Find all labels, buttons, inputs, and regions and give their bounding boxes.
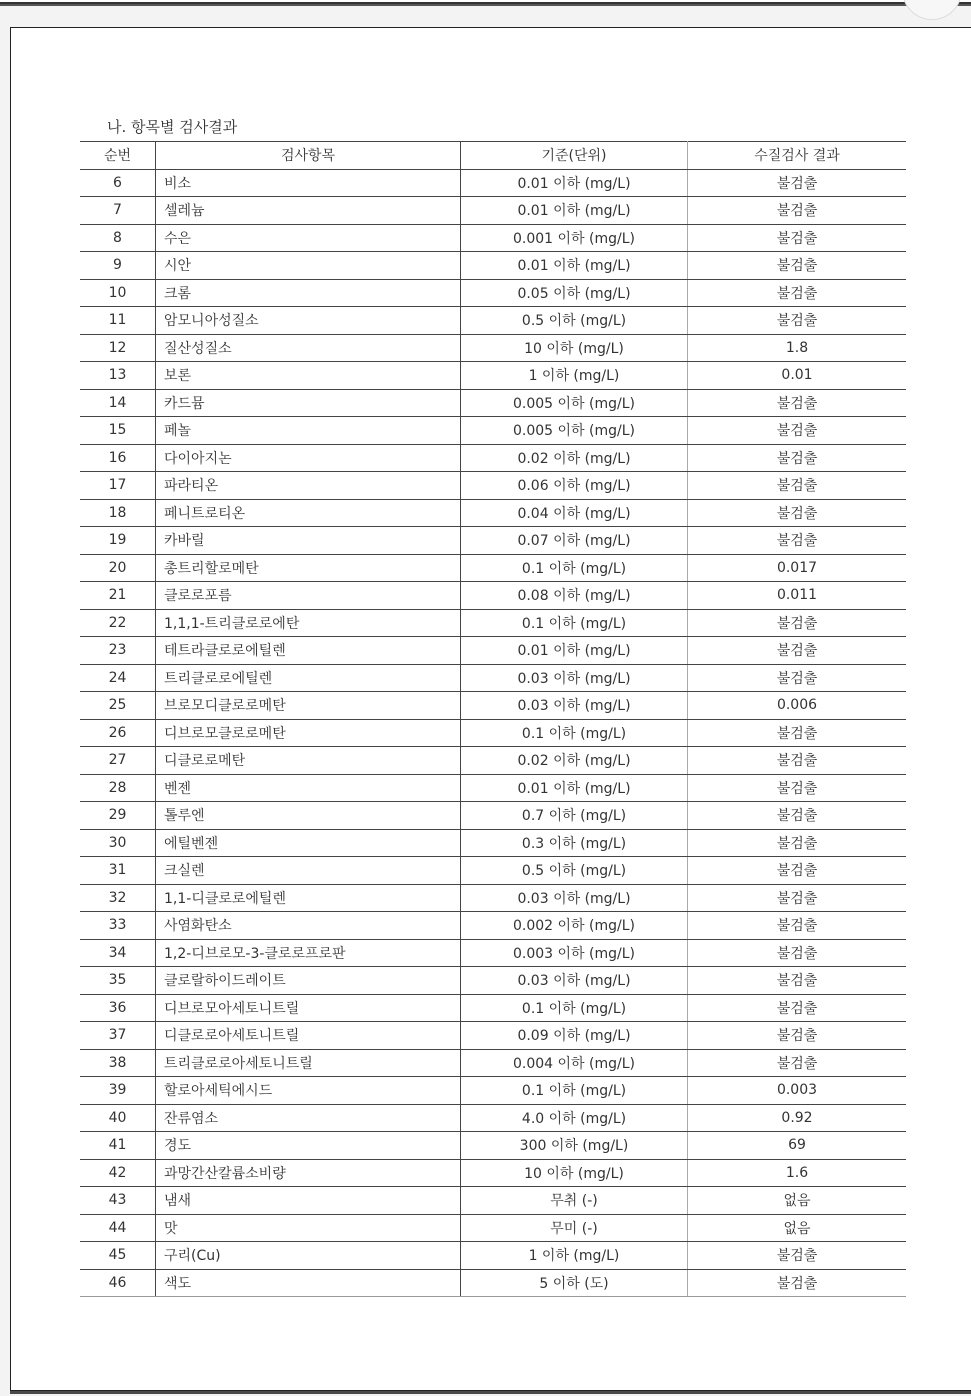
cell-item: 질산성질소 (156, 334, 461, 362)
cell-item: 카바릴 (156, 527, 461, 555)
table-row (80, 1159, 906, 1187)
cell-result: 0.017 (688, 554, 907, 582)
cell-number: 24 (80, 664, 156, 692)
cell-item: 다이아지논 (156, 444, 461, 472)
cell-number: 6 (80, 169, 156, 197)
cell-result: 불검출 (688, 279, 907, 307)
cell-number: 36 (80, 994, 156, 1022)
cell-standard: 0.5 이하 (mg/L) (461, 857, 688, 885)
table-row (80, 1104, 906, 1132)
cell-standard: 0.01 이하 (mg/L) (461, 197, 688, 225)
cell-item: 구리(Cu) (156, 1242, 461, 1270)
cell-number: 22 (80, 609, 156, 637)
cell-number: 8 (80, 224, 156, 252)
cell-result: 불검출 (688, 884, 907, 912)
table-row (80, 417, 906, 445)
cell-result: 불검출 (688, 719, 907, 747)
cell-number: 10 (80, 279, 156, 307)
cell-standard: 0.02 이하 (mg/L) (461, 747, 688, 775)
cell-item: 디클로로아세토니트릴 (156, 1022, 461, 1050)
table-row (80, 582, 906, 610)
cell-standard: 0.07 이하 (mg/L) (461, 527, 688, 555)
cell-item: 비소 (156, 169, 461, 197)
table-row (80, 307, 906, 335)
cell-result: 불검출 (688, 499, 907, 527)
cell-standard: 1 이하 (mg/L) (461, 362, 688, 390)
cell-item: 사염화탄소 (156, 912, 461, 940)
cell-number: 34 (80, 939, 156, 967)
cell-standard: 0.001 이하 (mg/L) (461, 224, 688, 252)
cell-standard: 300 이하 (mg/L) (461, 1132, 688, 1160)
cell-item: 잔류염소 (156, 1104, 461, 1132)
table-row (80, 857, 906, 885)
cell-item: 에틸벤젠 (156, 829, 461, 857)
cell-standard: 0.01 이하 (mg/L) (461, 637, 688, 665)
cell-item: 페니트로티온 (156, 499, 461, 527)
cell-number: 13 (80, 362, 156, 390)
table-row (80, 664, 906, 692)
table-row (80, 802, 906, 830)
cell-standard: 0.01 이하 (mg/L) (461, 252, 688, 280)
cell-result: 불검출 (688, 994, 907, 1022)
cell-item: 디클로로메탄 (156, 747, 461, 775)
cell-item: 페놀 (156, 417, 461, 445)
cell-number: 45 (80, 1242, 156, 1270)
cell-standard: 0.002 이하 (mg/L) (461, 912, 688, 940)
table-row (80, 1022, 906, 1050)
table-row (80, 527, 906, 555)
cell-number: 15 (80, 417, 156, 445)
cell-standard: 0.5 이하 (mg/L) (461, 307, 688, 335)
page-navigation-handle[interactable] (902, 0, 962, 20)
cell-result: 불검출 (688, 664, 907, 692)
cell-result: 0.01 (688, 362, 907, 390)
cell-result: 불검출 (688, 224, 907, 252)
table-row (80, 939, 906, 967)
cell-standard: 0.005 이하 (mg/L) (461, 389, 688, 417)
cell-result: 불검출 (688, 197, 907, 225)
cell-item: 트리클로로에틸렌 (156, 664, 461, 692)
cell-number: 29 (80, 802, 156, 830)
cell-standard: 1 이하 (mg/L) (461, 1242, 688, 1270)
cell-standard: 0.005 이하 (mg/L) (461, 417, 688, 445)
cell-result: 0.011 (688, 582, 907, 610)
table-header-row (80, 142, 906, 170)
cell-standard: 0.01 이하 (mg/L) (461, 169, 688, 197)
table-row (80, 637, 906, 665)
table-row (80, 252, 906, 280)
section-title: 나. 항목별 검사결과 (107, 118, 238, 136)
cell-item: 디브로모아세토니트릴 (156, 994, 461, 1022)
table-row (80, 967, 906, 995)
cell-result: 불검출 (688, 609, 907, 637)
cell-result: 불검출 (688, 389, 907, 417)
cell-item: 1,1-디클로로에틸렌 (156, 884, 461, 912)
cell-result: 0.003 (688, 1077, 907, 1105)
cell-result: 불검출 (688, 747, 907, 775)
cell-result: 불검출 (688, 1022, 907, 1050)
cell-result: 불검출 (688, 939, 907, 967)
cell-result: 불검출 (688, 912, 907, 940)
cell-item: 시안 (156, 252, 461, 280)
table-row (80, 774, 906, 802)
cell-number: 19 (80, 527, 156, 555)
cell-number: 31 (80, 857, 156, 885)
cell-number: 32 (80, 884, 156, 912)
cell-item: 수은 (156, 224, 461, 252)
cell-item: 클로로포름 (156, 582, 461, 610)
cell-result: 69 (688, 1132, 907, 1160)
cell-standard: 4.0 이하 (mg/L) (461, 1104, 688, 1132)
cell-result: 없음 (688, 1187, 907, 1215)
cell-number: 18 (80, 499, 156, 527)
cell-result: 불검출 (688, 967, 907, 995)
table-row (80, 1269, 906, 1297)
cell-item: 크롬 (156, 279, 461, 307)
cell-standard: 0.1 이하 (mg/L) (461, 1077, 688, 1105)
cell-result: 불검출 (688, 472, 907, 500)
cell-item: 테트라클로로에틸렌 (156, 637, 461, 665)
cell-result: 불검출 (688, 1049, 907, 1077)
table-row (80, 224, 906, 252)
cell-result: 불검출 (688, 1242, 907, 1270)
cell-item: 냄새 (156, 1187, 461, 1215)
cell-standard: 5 이하 (도) (461, 1269, 688, 1297)
cell-number: 40 (80, 1104, 156, 1132)
cell-number: 7 (80, 197, 156, 225)
cell-result: 불검출 (688, 857, 907, 885)
cell-item: 암모니아성질소 (156, 307, 461, 335)
cell-number: 16 (80, 444, 156, 472)
cell-standard: 0.3 이하 (mg/L) (461, 829, 688, 857)
table-row (80, 829, 906, 857)
cell-item: 트리클로로아세토니트릴 (156, 1049, 461, 1077)
cell-item: 1,1,1-트리클로로에탄 (156, 609, 461, 637)
header-result: 수질검사 결과 (688, 142, 907, 170)
cell-standard: 0.05 이하 (mg/L) (461, 279, 688, 307)
table-row (80, 279, 906, 307)
cell-number: 42 (80, 1159, 156, 1187)
header-number: 순번 (80, 142, 156, 170)
table-row (80, 1214, 906, 1242)
cell-item: 셀레늄 (156, 197, 461, 225)
cell-item: 톨루엔 (156, 802, 461, 830)
cell-result: 0.006 (688, 692, 907, 720)
table-row (80, 554, 906, 582)
cell-item: 크실렌 (156, 857, 461, 885)
cell-number: 41 (80, 1132, 156, 1160)
cell-number: 39 (80, 1077, 156, 1105)
cell-standard: 0.06 이하 (mg/L) (461, 472, 688, 500)
header-item: 검사항목 (156, 142, 461, 170)
cell-number: 26 (80, 719, 156, 747)
cell-result: 없음 (688, 1214, 907, 1242)
table-row (80, 747, 906, 775)
table-row (80, 994, 906, 1022)
table-row (80, 1132, 906, 1160)
table-row (80, 719, 906, 747)
cell-standard: 무취 (-) (461, 1187, 688, 1215)
cell-result: 불검출 (688, 444, 907, 472)
cell-standard: 0.04 이하 (mg/L) (461, 499, 688, 527)
cell-standard: 0.7 이하 (mg/L) (461, 802, 688, 830)
cell-number: 25 (80, 692, 156, 720)
cell-result: 불검출 (688, 774, 907, 802)
cell-standard: 0.01 이하 (mg/L) (461, 774, 688, 802)
previous-page-edge (0, 0, 971, 4)
cell-number: 9 (80, 252, 156, 280)
cell-result: 불검출 (688, 417, 907, 445)
header-standard: 기준(단위) (461, 142, 688, 170)
cell-number: 20 (80, 554, 156, 582)
cell-result: 불검출 (688, 637, 907, 665)
cell-standard: 0.03 이하 (mg/L) (461, 692, 688, 720)
cell-standard: 0.03 이하 (mg/L) (461, 884, 688, 912)
cell-result: 불검출 (688, 527, 907, 555)
cell-standard: 0.02 이하 (mg/L) (461, 444, 688, 472)
cell-number: 23 (80, 637, 156, 665)
cell-item: 맛 (156, 1214, 461, 1242)
table-row (80, 1077, 906, 1105)
table-row (80, 472, 906, 500)
table-row (80, 1242, 906, 1270)
cell-standard: 10 이하 (mg/L) (461, 1159, 688, 1187)
cell-result: 불검출 (688, 802, 907, 830)
cell-number: 43 (80, 1187, 156, 1215)
cell-number: 35 (80, 967, 156, 995)
cell-number: 17 (80, 472, 156, 500)
cell-standard: 10 이하 (mg/L) (461, 334, 688, 362)
table-row (80, 609, 906, 637)
cell-item: 총트리할로메탄 (156, 554, 461, 582)
table-row (80, 1187, 906, 1215)
cell-standard: 0.1 이하 (mg/L) (461, 719, 688, 747)
cell-number: 46 (80, 1269, 156, 1297)
cell-item: 클로랄하이드레이트 (156, 967, 461, 995)
cell-result: 불검출 (688, 252, 907, 280)
cell-number: 38 (80, 1049, 156, 1077)
cell-result: 불검출 (688, 307, 907, 335)
cell-number: 14 (80, 389, 156, 417)
cell-standard: 0.003 이하 (mg/L) (461, 939, 688, 967)
cell-item: 벤젠 (156, 774, 461, 802)
cell-number: 28 (80, 774, 156, 802)
table-row (80, 444, 906, 472)
cell-standard: 0.1 이하 (mg/L) (461, 994, 688, 1022)
cell-standard: 0.1 이하 (mg/L) (461, 609, 688, 637)
cell-result: 불검출 (688, 829, 907, 857)
cell-standard: 무미 (-) (461, 1214, 688, 1242)
cell-standard: 0.08 이하 (mg/L) (461, 582, 688, 610)
cell-item: 카드뮴 (156, 389, 461, 417)
cell-item: 과망간산칼륨소비량 (156, 1159, 461, 1187)
cell-number: 33 (80, 912, 156, 940)
cell-standard: 0.1 이하 (mg/L) (461, 554, 688, 582)
cell-number: 11 (80, 307, 156, 335)
cell-standard: 0.09 이하 (mg/L) (461, 1022, 688, 1050)
cell-item: 브로모디클로로메탄 (156, 692, 461, 720)
cell-number: 44 (80, 1214, 156, 1242)
table-row (80, 334, 906, 362)
table-row (80, 692, 906, 720)
cell-number: 12 (80, 334, 156, 362)
cell-result: 불검출 (688, 169, 907, 197)
cell-item: 할로아세틱에시드 (156, 1077, 461, 1105)
table-row (80, 1049, 906, 1077)
table-row (80, 499, 906, 527)
cell-item: 색도 (156, 1269, 461, 1297)
cell-number: 27 (80, 747, 156, 775)
cell-item: 1,2-디브로모-3-클로로프로판 (156, 939, 461, 967)
table-row (80, 389, 906, 417)
cell-result: 1.6 (688, 1159, 907, 1187)
table-row (80, 912, 906, 940)
table-row (80, 362, 906, 390)
table-row (80, 197, 906, 225)
cell-result: 불검출 (688, 1269, 907, 1297)
cell-standard: 0.03 이하 (mg/L) (461, 967, 688, 995)
cell-number: 37 (80, 1022, 156, 1050)
table-row (80, 884, 906, 912)
cell-number: 30 (80, 829, 156, 857)
results-table (80, 141, 906, 1297)
cell-result: 0.92 (688, 1104, 907, 1132)
cell-item: 경도 (156, 1132, 461, 1160)
cell-number: 21 (80, 582, 156, 610)
cell-result: 1.8 (688, 334, 907, 362)
cell-standard: 0.004 이하 (mg/L) (461, 1049, 688, 1077)
table-row (80, 169, 906, 197)
cell-standard: 0.03 이하 (mg/L) (461, 664, 688, 692)
cell-item: 보론 (156, 362, 461, 390)
cell-item: 디브로모클로로메탄 (156, 719, 461, 747)
cell-item: 파라티온 (156, 472, 461, 500)
